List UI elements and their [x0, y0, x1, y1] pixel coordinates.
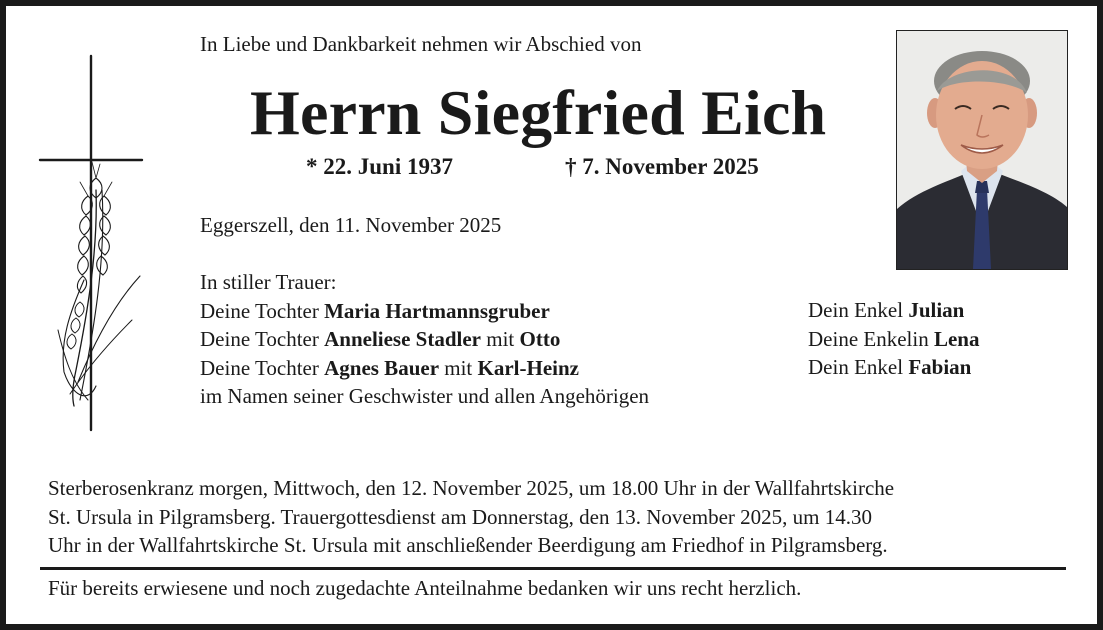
grandchild-line: Dein Enkel Fabian [808, 355, 972, 379]
birth-date: * 22. Juni 1937 [306, 154, 453, 179]
mourners-list [200, 268, 649, 411]
grandchildren-list [808, 296, 979, 382]
mourner-line: Deine Tochter Anneliese Stadler mit Otto [200, 327, 561, 351]
place-and-date: Eggerszell, den 11. November 2025 [200, 213, 502, 237]
grandchild-line: Deine Enkelin Lena [808, 326, 980, 351]
portrait-photo [896, 30, 1068, 270]
intro-line: In Liebe und Dankbarkeit nehmen wir Abschied von [200, 32, 642, 56]
thanks-line: Für bereits erwiesene und noch zugedachte Anteilnahme bedanken wir uns recht herzlich. [48, 576, 802, 600]
mourner-line: Deine Tochter Agnes Bauer mit Karl-Heinz [200, 355, 580, 380]
service-announcement [48, 474, 1068, 560]
mourners-closing: im Namen seiner Geschwister und allen Angehörigen [200, 384, 650, 408]
grandchild-line: Dein Enkel Julian [808, 298, 965, 322]
service-line: St. Ursula in Pilgramsberg. Trauergottesdienst am Donnerstag, den 13. November 2025, um 14.30 [48, 504, 872, 529]
portrait-illustration [897, 31, 1067, 269]
divider [40, 567, 1066, 570]
death-date: † 7. November 2025 [565, 154, 759, 179]
deceased-name: Herrn Siegfried Eich [250, 77, 827, 148]
mourner-line: Deine Tochter Maria Hartmannsgruber [200, 298, 550, 323]
cross-with-wheat-icon [36, 50, 144, 432]
mourners-heading: In stiller Trauer: [200, 270, 337, 294]
service-line: Sterberosenkranz morgen, Mittwoch, den 12. November 2025, um 18.00 Uhr in der Wallfahrtskirche [48, 476, 895, 500]
service-line: Uhr in der Wallfahrtskirche St. Ursula mit anschließender Beerdigung am Friedhof in Pilgramsberg. [48, 533, 888, 557]
